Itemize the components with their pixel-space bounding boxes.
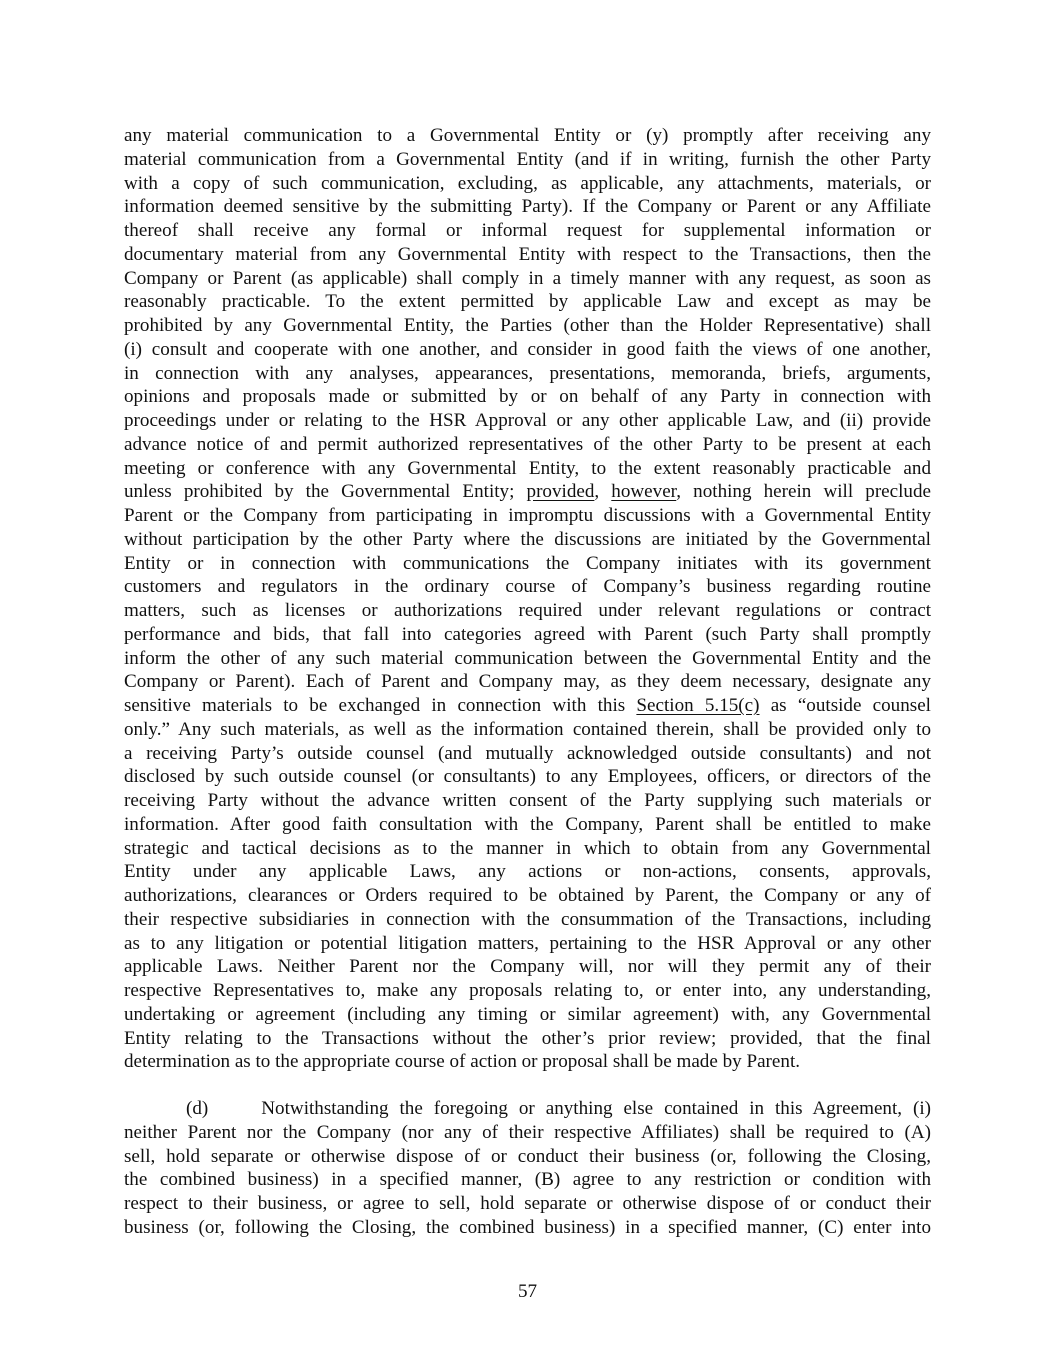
paragraph-line: information deemed sensitive by the submitting Party). If the Company or Parent or any Affiliate [124, 196, 931, 218]
paragraph-line: Company or Parent (as applicable) shall comply in a timely manner with any request, as soon as [124, 267, 931, 289]
however-term: however [611, 481, 677, 503]
paragraph-line: neither Parent nor the Company (nor any of their respective Affiliates) shall be required to (A) [124, 1121, 931, 1143]
paragraph-line: a receiving Party’s outside counsel (and mutually acknowledged outside consultants) and not [124, 742, 931, 764]
paragraph-line: documentary material from any Governmental Entity with respect to the Transactions, then the [124, 243, 931, 265]
paragraph-line: inform the other of any such material communication between the Governmental Entity and the [124, 647, 931, 669]
section-reference-link[interactable]: Section 5.15(c) [636, 695, 760, 716]
paragraph-line: sell, hold separate or otherwise dispose of or conduct their business (or, following the Closing, [124, 1145, 931, 1167]
paragraph-line: Entity or in connection with communications the Company initiates with its government [124, 552, 931, 574]
provided-term: provided [526, 481, 595, 503]
paragraph-line: prohibited by any Governmental Entity, the Parties (other than the Holder Representative) shall [124, 315, 931, 336]
paragraph-line: (i) consult and cooperate with one another, and consider in good faith the views of one another, [124, 338, 931, 360]
paragraph-line: business (or, following the Closing, the combined business) in a specified manner, (C) enter into [124, 1216, 931, 1238]
paragraph-line: Company or Parent). Each of Parent and Company may, as they deem necessary, designate any [124, 671, 931, 693]
paragraph-line: Entity under any applicable Laws, any actions or non-actions, consents, approvals, [124, 861, 931, 883]
page-number: 57 [517, 1281, 538, 1302]
paragraph-line: any material communication to a Governmental Entity or (y) promptly after receiving any [124, 125, 931, 146]
paragraph-line: the combined business) in a specified manner, (B) agree to any restriction or condition with [124, 1169, 931, 1191]
paragraph-lines-c [124, 718, 931, 1051]
body-text [124, 124, 931, 1240]
paragraph-line: opinions and proposals made or submitted by or on behalf of any Party in connection with [124, 386, 931, 408]
paragraph-line: authorizations, clearances or Orders required to be obtained by Parent, the Company or any of [124, 885, 931, 906]
paragraph-line: with a copy of such communication, excluding, as applicable, any attachments, materials, or [124, 172, 931, 194]
paragraph-line: Entity relating to the Transactions without the other’s prior review; provided, that the final [124, 1027, 931, 1049]
paragraph-line: strategic and tactical decisions as to the manner in which to obtain from any Governmental [124, 837, 931, 859]
paragraph-line: receiving Party without the advance written consent of the Party supplying such materials or [124, 790, 931, 811]
paragraph-line: without participation by the other Party where the discussions are initiated by the Governmental [124, 528, 931, 550]
paragraph-line: only.” Any such materials, as well as the information contained therein, shall be provided only to [124, 718, 931, 740]
paragraph-line: performance and bids, that fall into categories agreed with Parent (such Party shall promptly [124, 623, 931, 645]
paragraph-d-label: (d) [186, 1098, 209, 1119]
paragraph-line: meeting or conference with any Governmental Entity, to the extent reasonably practicable and [124, 457, 931, 479]
paragraph-lines-a [124, 124, 931, 480]
paragraph-line: undertaking or agreement (including any timing or similar agreement) with, any Governmental [124, 1003, 931, 1025]
paragraph-d-lines [124, 1121, 931, 1240]
paragraph-line: respective Representatives to, make any proposals relating to, or enter into, any understanding, [124, 980, 931, 1001]
paragraph-line: as to any litigation or potential litigation matters, pertaining to the HSR Approval or any other [124, 932, 931, 954]
paragraph-line: customers and regulators in the ordinary course of Company’s business regarding routine [124, 576, 931, 598]
paragraph-d-first-line: (d) Notwithstanding the foregoing or anything else contained in this Agreement, (i) [186, 1098, 931, 1119]
paragraph-line: reasonably practicable. To the extent permitted by applicable Law and except as may be [124, 291, 931, 313]
paragraph-line: thereof shall receive any formal or informal request for supplemental information or [124, 220, 931, 241]
paragraph-line: proceedings under or relating to the HSR Approval or any other applicable Law, and (ii) provide [124, 410, 931, 431]
paragraph-line: sensitive materials to be exchanged in connection with this Section 5.15(c) as “outside counsel [124, 695, 931, 716]
paragraph-line: matters, such as licenses or authorizations required under relevant regulations or contract [124, 600, 931, 621]
paragraph-line: advance notice of and permit authorized representatives of the other Party to be present at each [124, 433, 931, 455]
paragraph-line: disclosed by such outside counsel (or consultants) to any Employees, officers, or directors of the [124, 766, 931, 788]
paragraph-lines-b [124, 504, 931, 694]
paragraph-line: applicable Laws. Neither Parent nor the Company will, nor will they permit any of their [124, 956, 931, 978]
paragraph-d [124, 1097, 931, 1240]
paragraph-last-line: determination as to the appropriate course of action or proposal shall be made by Parent. [124, 1051, 801, 1073]
paragraph-line: information. After good faith consultation with the Company, Parent shall be entitled to make [124, 813, 931, 835]
paragraph-line: material communication from a Governmental Entity (and if in writing, furnish the other Party [124, 148, 931, 170]
paragraph-c-continued [124, 124, 931, 1074]
paragraph-line: unless prohibited by the Governmental Entity; provided, however, nothing herein will preclude [124, 481, 931, 503]
paragraph-line: their respective subsidiaries in connection with the consummation of the Transactions, including [124, 908, 931, 930]
paragraph-line: Parent or the Company from participating in impromptu discussions with a Governmental Entity [124, 505, 931, 526]
paragraph-line: respect to their business, or agree to sell, hold separate or otherwise dispose of or conduct their [124, 1193, 931, 1214]
paragraph-line: in connection with any analyses, appearances, presentations, memoranda, briefs, arguments, [124, 362, 931, 384]
